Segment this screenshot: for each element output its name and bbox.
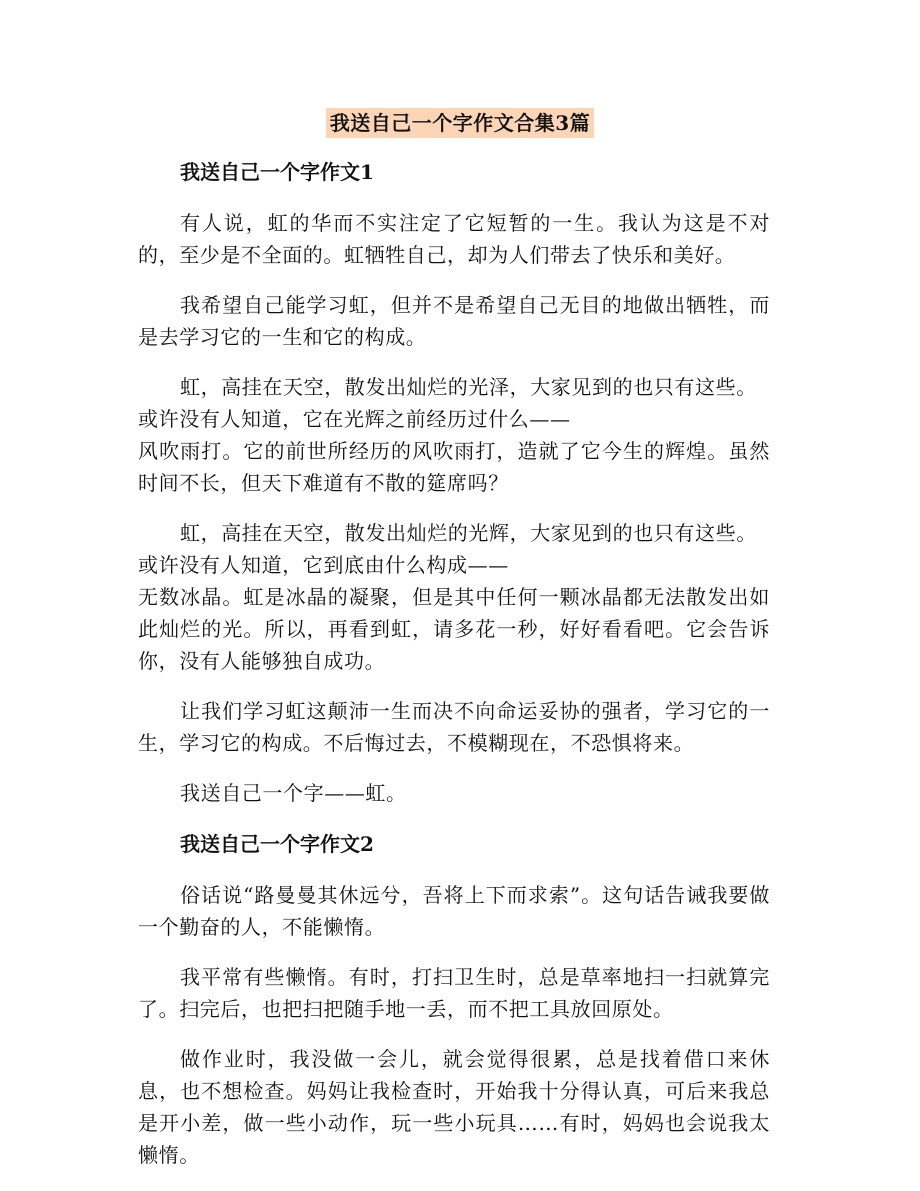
essay1-paragraph-4 — [138, 517, 770, 677]
essay2-paragraph-3: 做作业时，我没做一会儿，就会觉得很累，总是找着借口来休息，也不想检查。妈妈让我检查时，开始我十分得认真，可后来我总是开小差，做一些小动作，玩一些小玩具……有时，妈妈也会说我太懒惰。 — [138, 1047, 770, 1167]
essay1-paragraph-3-line-2: 或许没有人知道，它在光辉之前经历过什么—— — [138, 407, 571, 431]
essay1-paragraph-4-line-2: 或许没有人知道，它到底由什么构成—— — [138, 553, 509, 577]
document-title: 我送自己一个字作文合集3篇 — [326, 108, 594, 138]
essay1-paragraph-2: 我希望自己能学习虹，但并不是希望自己无目的地做出牺牲，而是去学习它的一生和它的构成。 — [138, 293, 770, 349]
essay1-paragraph-3 — [138, 371, 770, 499]
essay1-paragraph-6: 我送自己一个字——虹。 — [180, 781, 407, 805]
essay1-paragraph-3-line-3: 风吹雨打。它的前世所经历的风吹雨打，造就了它今生的辉煌。虽然时间不长，但天下难道有不散的筵席吗？ — [138, 439, 770, 495]
essay1-paragraph-1: 有人说，虹的华而不实注定了它短暂的一生。我认为这是不对的，至少是不全面的。虹牺牲自己，却为人们带去了快乐和美好。 — [138, 211, 770, 267]
essay1-paragraph-4-line-1: 虹，高挂在天空，散发出灿烂的光辉，大家见到的也只有这些。 — [180, 521, 757, 545]
essay2-paragraph-1: 俗话说“路曼曼其休远兮，吾将上下而求索”。这句话告诫我要做一个勤奋的人，不能懒惰。 — [138, 883, 770, 939]
essay2-heading: 我送自己一个字作文2 — [180, 832, 374, 856]
document-body — [138, 155, 770, 1189]
essay1-heading: 我送自己一个字作文1 — [180, 160, 374, 184]
essay1-paragraph-3-line-1: 虹，高挂在天空，散发出灿烂的光泽，大家见到的也只有这些。 — [180, 375, 757, 399]
essay2-paragraph-2: 我平常有些懒惰。有时，打扫卫生时，总是草率地扫一扫就算完了。扫完后，也把扫把随手地一丢，而不把工具放回原处。 — [138, 965, 770, 1021]
document-title-wrap — [0, 108, 920, 138]
essay1-paragraph-5: 让我们学习虹这颠沛一生而决不向命运妥协的强者，学习它的一生，学习它的构成。不后悔过去，不模糊现在，不恐惧将来。 — [138, 699, 770, 755]
essay1-paragraph-4-line-3: 无数冰晶。虹是冰晶的凝聚，但是其中任何一颗冰晶都无法散发出如此灿烂的光。所以，再看到虹，请多花一秒，好好看看吧。它会告诉你，没有人能够独自成功。 — [138, 585, 770, 673]
